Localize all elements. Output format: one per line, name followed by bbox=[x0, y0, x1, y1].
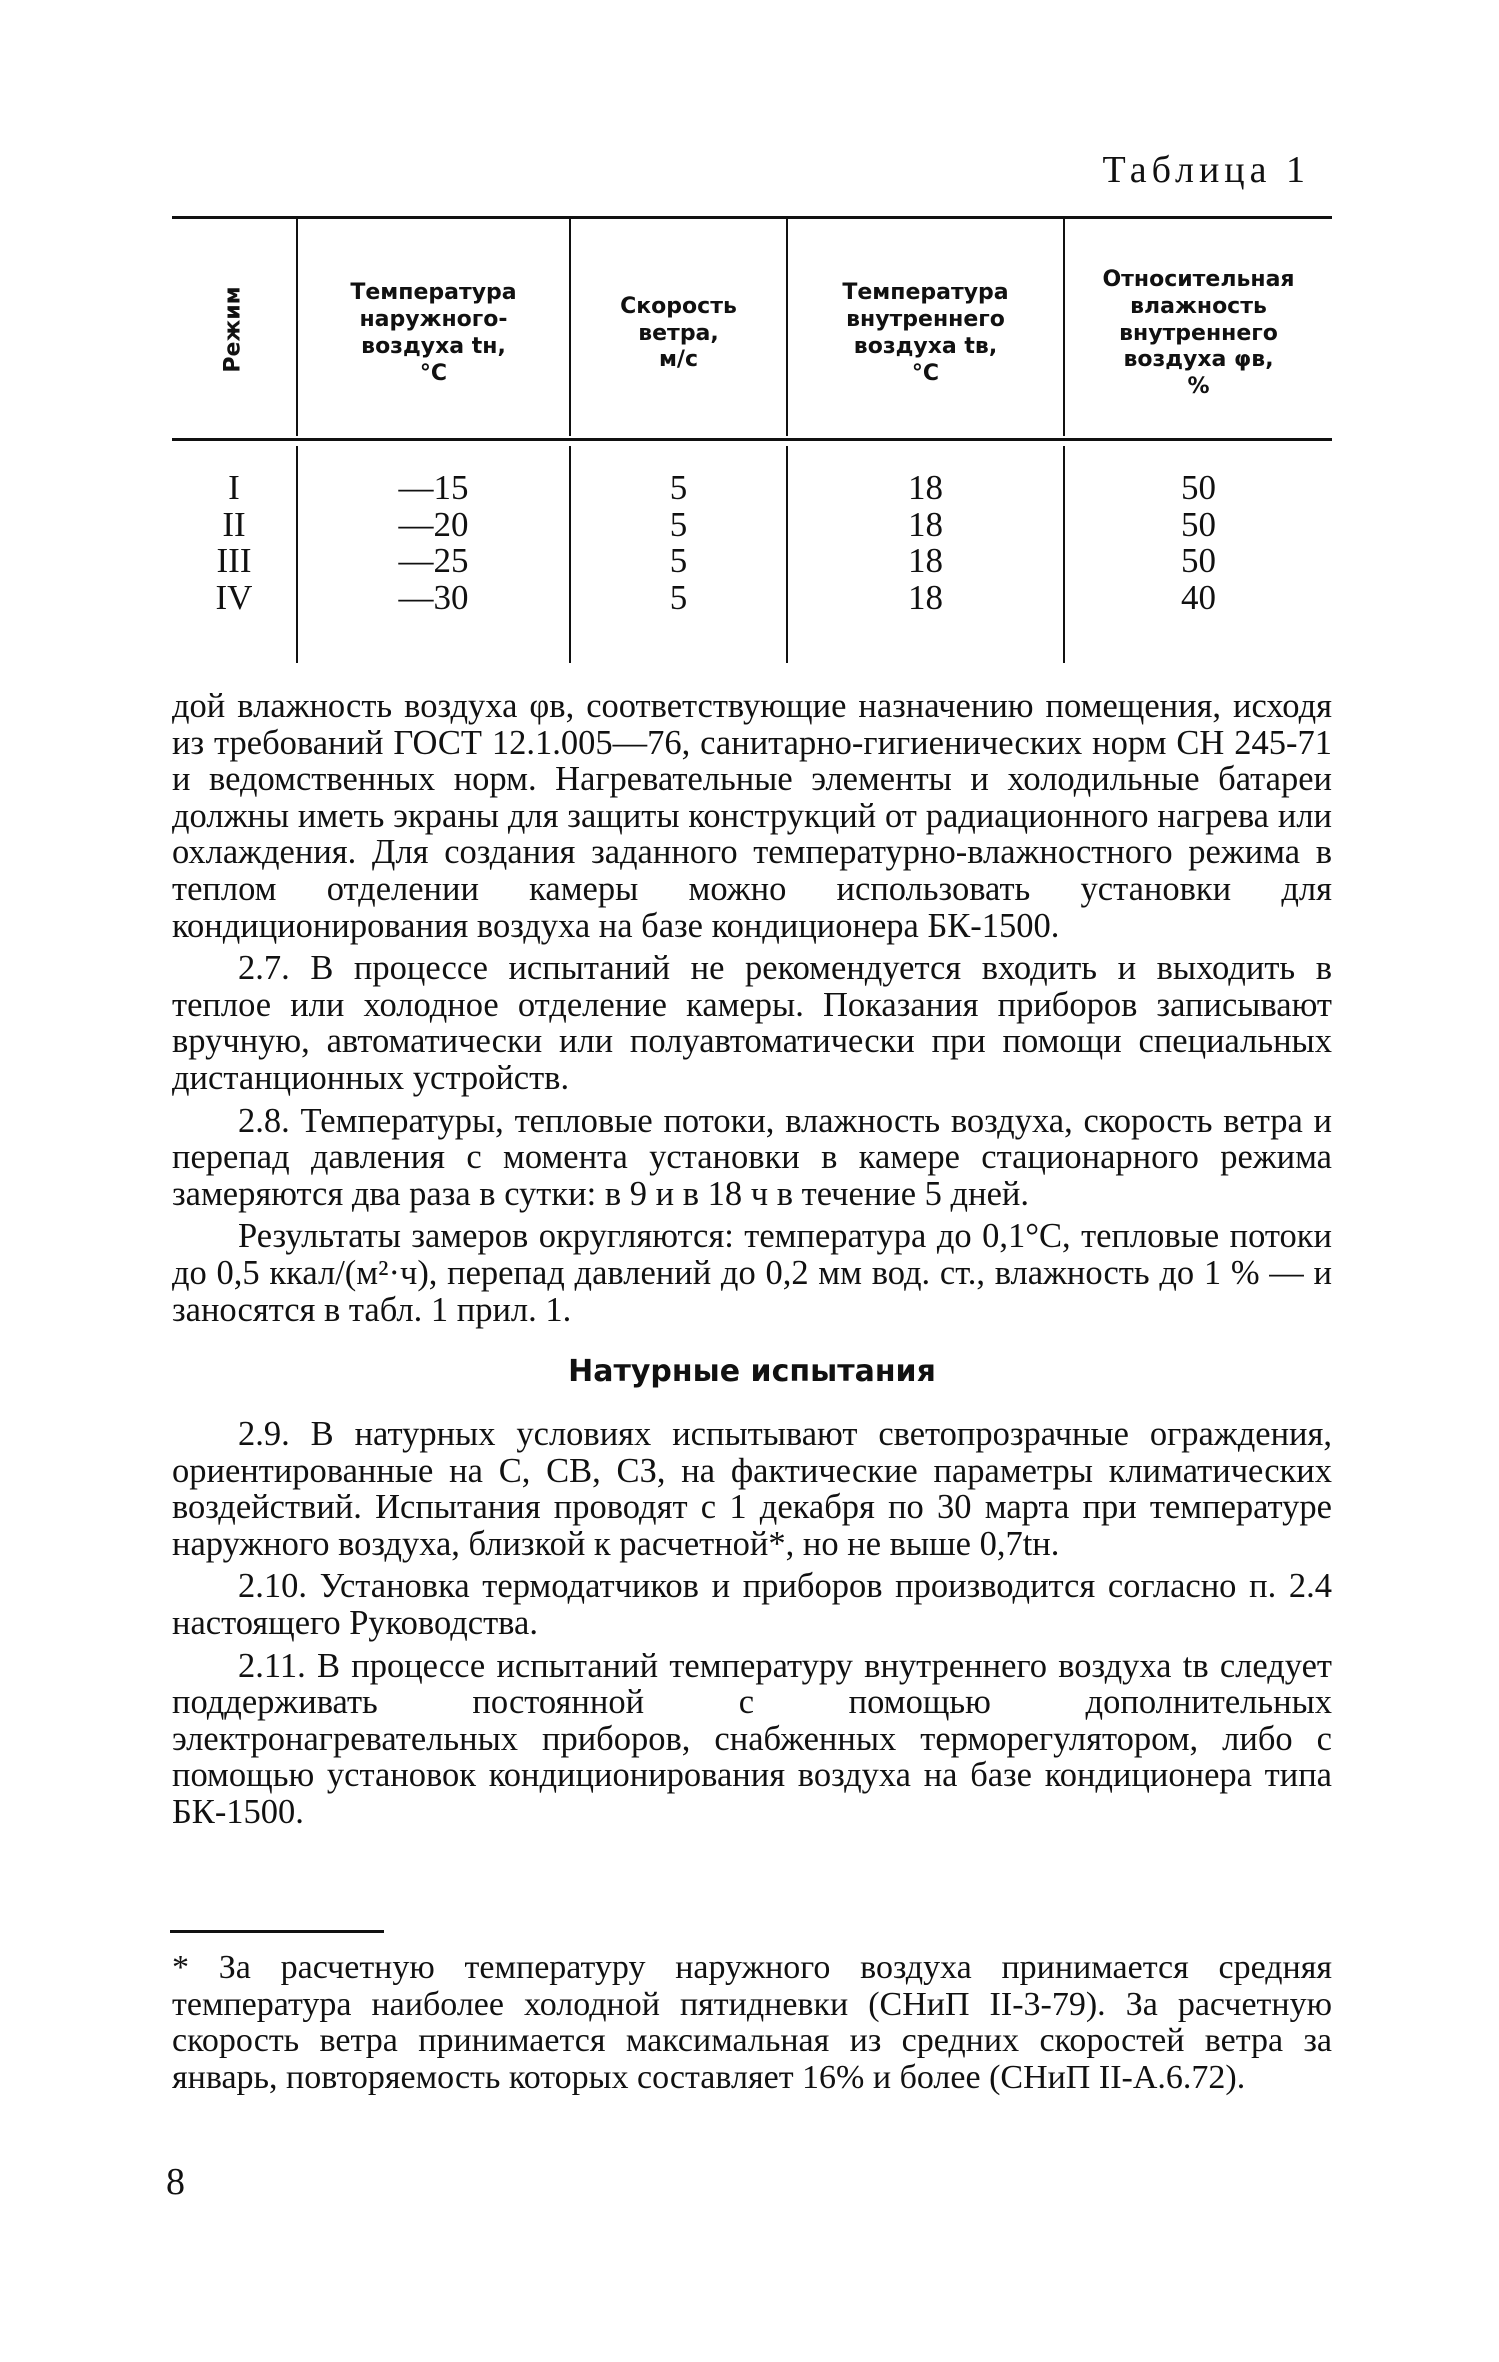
table-cell: I bbox=[228, 468, 240, 507]
table-cell: —30 bbox=[398, 577, 469, 617]
header-humidity: Относительная влажность внутреннего воздуха φв, % bbox=[1102, 266, 1295, 400]
table-caption: Таблица 1 bbox=[1102, 149, 1310, 191]
table-cell: 50 bbox=[1181, 541, 1216, 580]
paragraph-2-7: 2.7. В процессе испытаний не рекомендуется входить и выходить в теплое или холодное отделение камеры. Показания приборов записывают вручную, автоматически или полуавтоматически при помощи специальных дистанционных устройств. bbox=[172, 949, 1332, 1097]
paragraph-2-8: 2.8. Температуры, тепловые потоки, влажность воздуха, скорость ветра и перепад давления с момента установки в камере стационарного режима замеряются два раза в сутки: в 9 и в 18 ч в течение 5 дней. bbox=[172, 1101, 1332, 1213]
page-number: 8 bbox=[166, 2161, 185, 2203]
table-cell: 18 bbox=[908, 504, 943, 544]
table-cell: 5 bbox=[669, 541, 688, 580]
table-header-rule bbox=[172, 438, 1332, 441]
column-humidity bbox=[1065, 470, 1332, 616]
table-cell: 5 bbox=[669, 577, 688, 617]
paragraph-2-11: 2.11. В процессе испытаний температуру внутреннего воздуха tв следует поддерживать постоянной с помощью дополнительных электронагревательных приборов, снабженных терморегулятором, либо с помощью установок кондиционирования воздуха на базе кондиционера типа БК-1500. bbox=[172, 1646, 1332, 1832]
table-cell: IV bbox=[215, 577, 253, 617]
table-cell: 18 bbox=[908, 541, 943, 580]
table-cell: 40 bbox=[1181, 577, 1216, 617]
data-table bbox=[172, 216, 1332, 663]
table-cell: 5 bbox=[669, 468, 688, 507]
paragraph-2-9: 2.9. В натурных условиях испытывают светопрозрачные ограждения, ориентированные на С, СВ, СЗ, на фактические параметры климатических воздействий. Испытания проводят с 1 декабря по 30 марта при температуре наружного воздуха, близкой к расчетной*, но не выше 0,7tн. bbox=[172, 1415, 1332, 1563]
column-mode bbox=[172, 470, 296, 616]
column-outdoor-temp bbox=[298, 470, 569, 616]
body-text bbox=[172, 688, 1332, 1837]
column-wind-speed bbox=[571, 470, 786, 616]
table-cell: 50 bbox=[1181, 504, 1216, 544]
header-mode-label: Режим bbox=[220, 285, 246, 373]
footnote: * За расчетную температуру наружного воздуха принимается средняя температура наиболее холодной пятидневки (СНиП II-3-79). За расчетную скорость ветра принимается максимальная из средних скоростей ветра за январь, повторяемость которых составляет 16% и более (СНиП II-А.6.72). bbox=[172, 1949, 1332, 2096]
paragraph-results: Результаты замеров округляются: температура до 0,1°С, тепловые потоки до 0,5 ккал/(м²·ч), перепад давлений до 0,2 мм вод. ст., влажность до 1 % — и заносятся в табл. 1 прил. 1. bbox=[172, 1217, 1332, 1329]
header-outdoor-temp: Температура наружного- воздуха tн, °С bbox=[350, 280, 517, 386]
header-wind-speed: Скорость ветра, м/с bbox=[620, 293, 737, 373]
header-indoor-temp: Температура внутреннего воздуха tв, °С bbox=[842, 280, 1009, 386]
paragraph-2-10: 2.10. Установка термодатчиков и приборов производится согласно п. 2.4 настоящего Руководства. bbox=[172, 1567, 1332, 1643]
table-cell: II bbox=[222, 504, 246, 544]
table-cell: III bbox=[216, 541, 252, 580]
table-cell: 18 bbox=[908, 468, 943, 507]
table-top-rule bbox=[172, 216, 1332, 219]
header-mode bbox=[172, 222, 294, 436]
footnote-divider bbox=[170, 1930, 384, 1933]
column-indoor-temp bbox=[788, 470, 1063, 616]
section-heading: Натурные испытания bbox=[568, 1354, 936, 1390]
table-cell: —25 bbox=[398, 541, 469, 580]
table-cell: —15 bbox=[398, 468, 469, 507]
paragraph: дой влажность воздуха φв, соответствующие назначению помещения, исходя из требований ГОСТ 12.1.005—76, санитарно-гигиенических норм СН 245-71 и ведомственных норм. Нагревательные элементы и холодильные батареи должны иметь экраны для защиты конструкций от радиационного нагрева или охлаждения. Для создания заданного температурно-влажностного режима в теплом отделении камеры можно использовать установки для кондиционирования воздуха на базе кондиционера БК-1500. bbox=[172, 687, 1332, 945]
table-cell: 5 bbox=[669, 504, 688, 544]
table-cell: 18 bbox=[908, 577, 943, 617]
table-cell: 50 bbox=[1181, 468, 1216, 507]
table-cell: —20 bbox=[398, 504, 469, 544]
